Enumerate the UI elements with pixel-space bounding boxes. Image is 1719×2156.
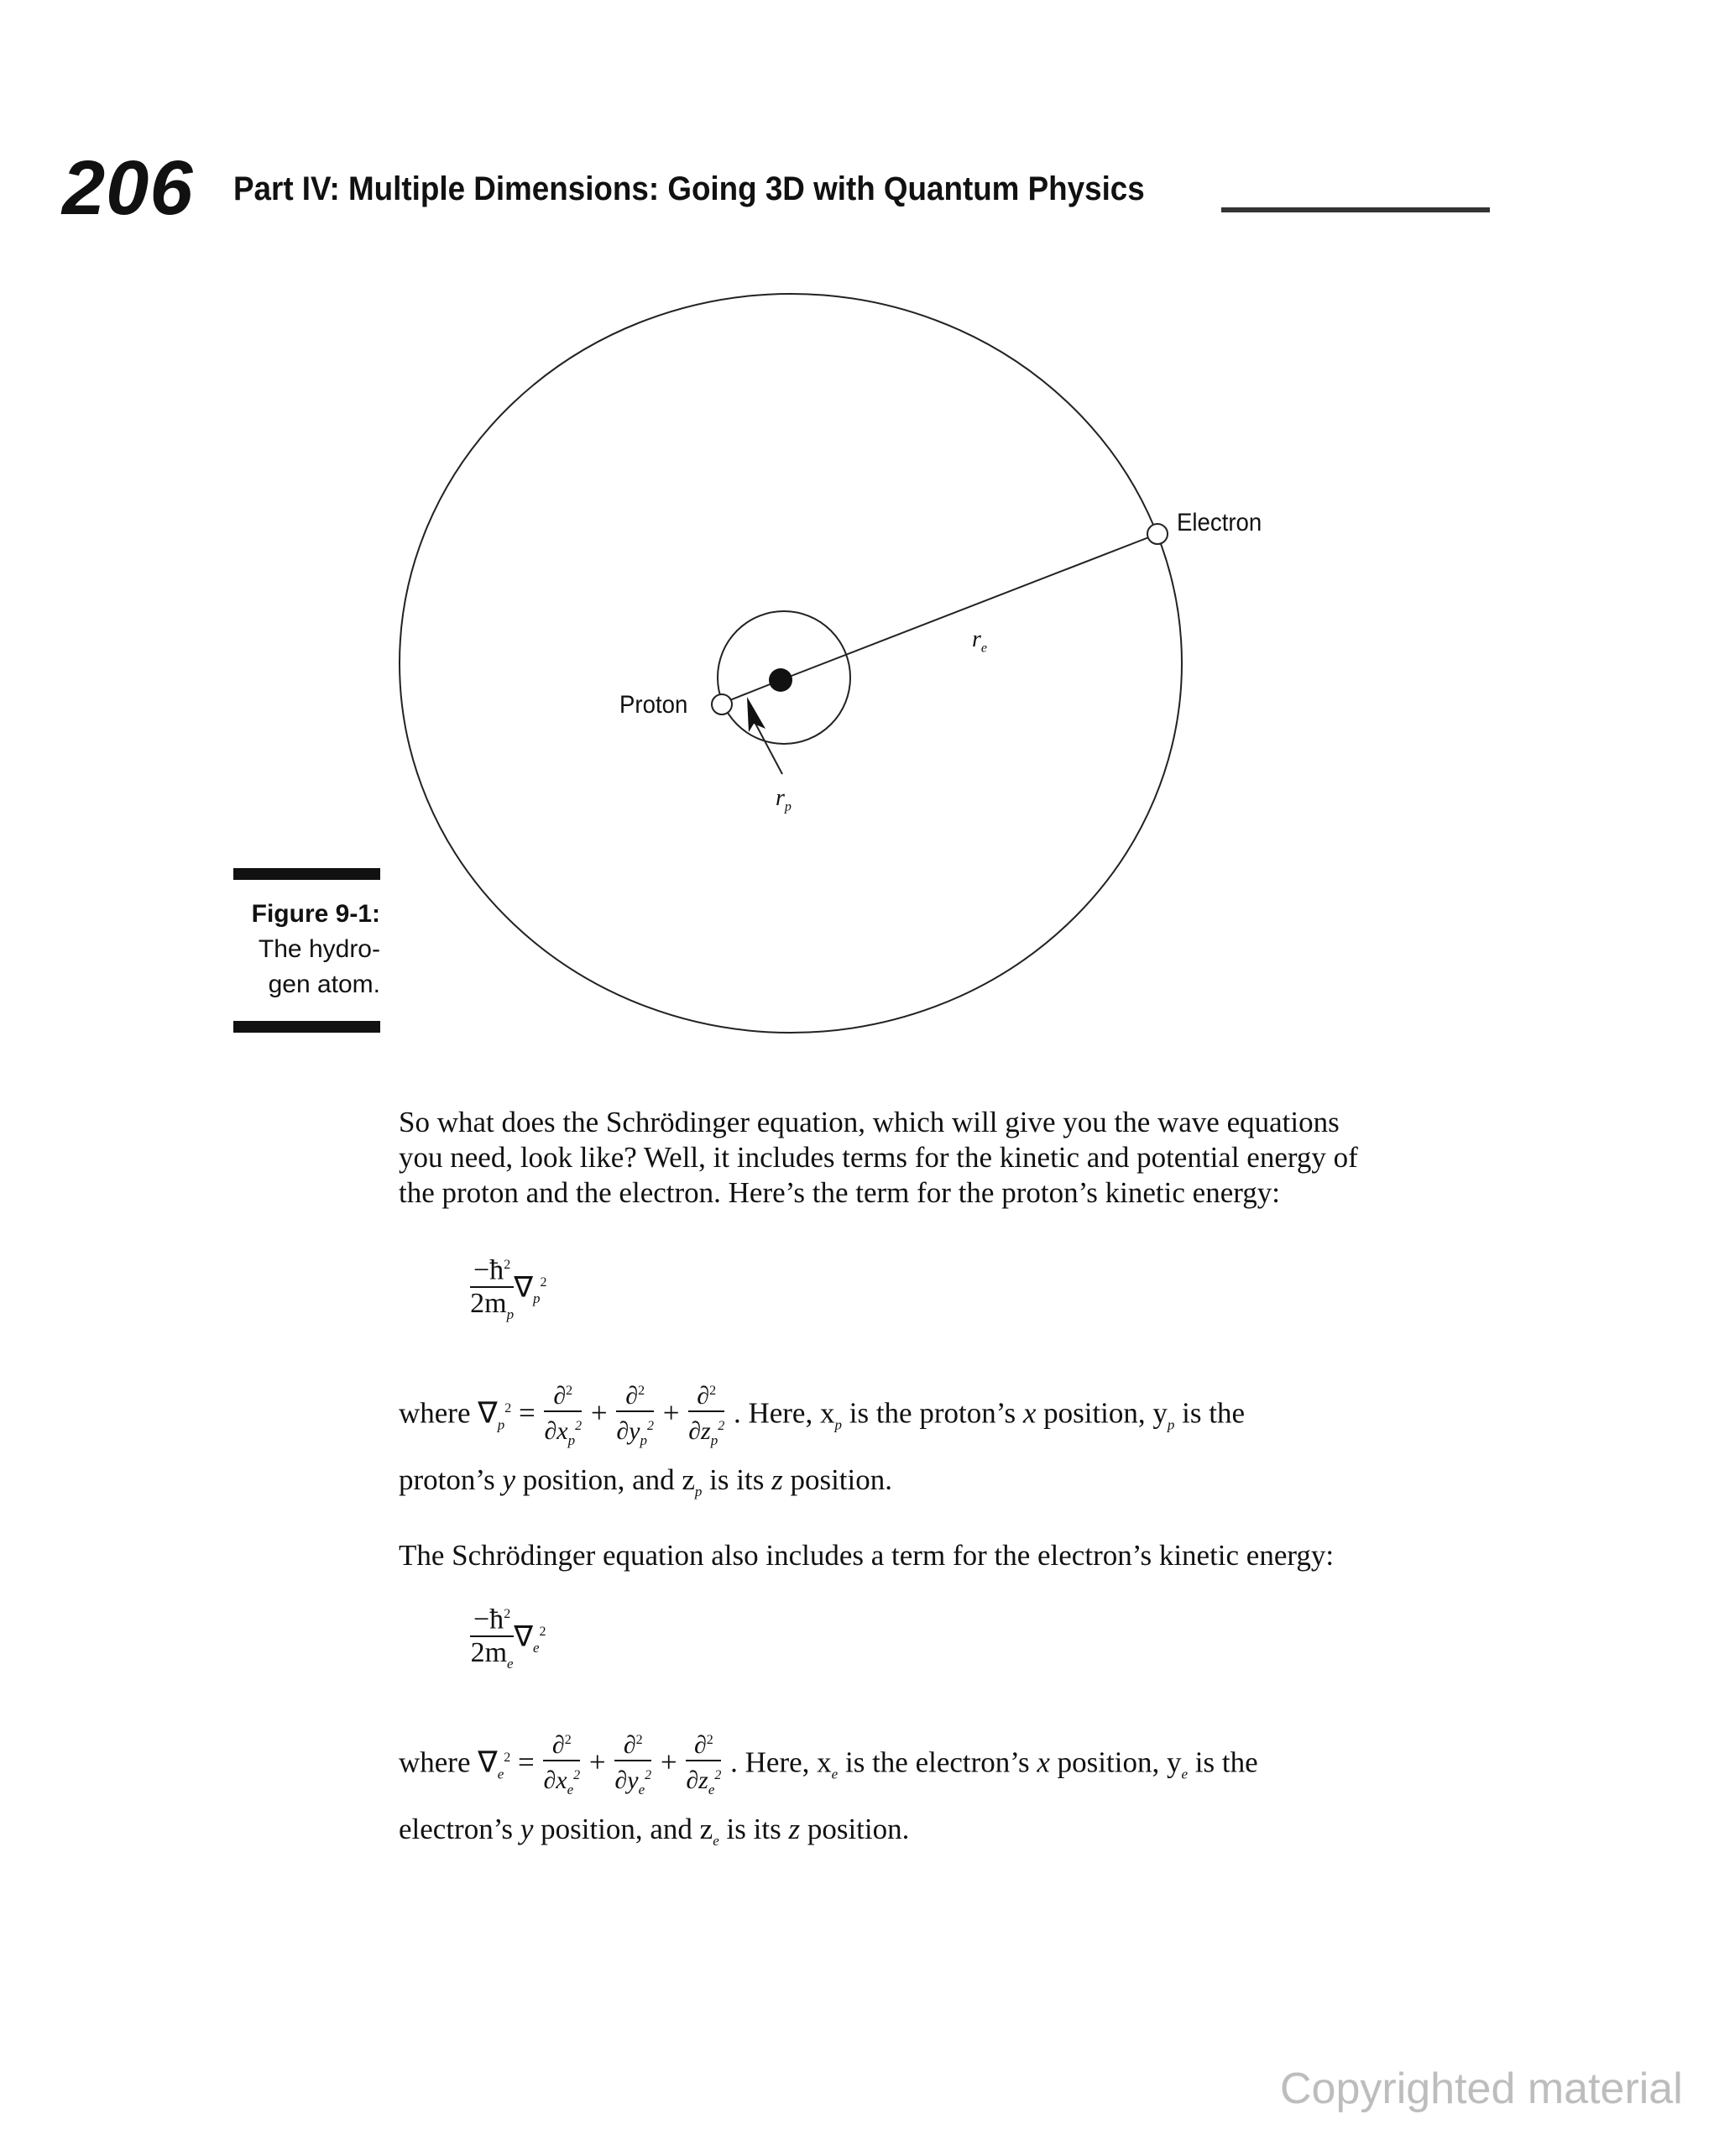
- dx-p-sub: p: [567, 1432, 576, 1448]
- nabla-p-sub: p: [497, 1416, 505, 1433]
- nabla-p: ∇: [478, 1396, 498, 1430]
- zp-sub: p: [694, 1484, 703, 1499]
- electron-orbit: [400, 294, 1182, 1033]
- position-and-ze: position, and z: [533, 1813, 713, 1845]
- dx-p: ∂x: [544, 1417, 568, 1445]
- proton-position-line: [399, 1463, 892, 1510]
- hbar-squared: 2: [504, 1258, 511, 1272]
- dz-p: ∂z: [688, 1417, 711, 1445]
- laplacian-symbol-e: ∇: [514, 1621, 533, 1653]
- y-var: y: [502, 1463, 516, 1496]
- dy-p-sq: 2: [646, 1419, 654, 1433]
- y-var-e: y: [520, 1813, 534, 1845]
- electron-laplacian-line: [399, 1726, 1258, 1804]
- paragraph-intro-line-3: the proton and the electron. Here’s the term for the proton’s kinetic energy:: [399, 1176, 1280, 1209]
- dy-e-sq: 2: [645, 1768, 652, 1782]
- is-its-e: is its: [718, 1813, 789, 1845]
- is-its: is its: [702, 1463, 772, 1496]
- electron-label: Electron: [1177, 509, 1262, 536]
- z-var: z: [771, 1463, 783, 1496]
- where-word: where: [399, 1396, 471, 1430]
- dz-e-sub: e: [708, 1782, 715, 1798]
- nabla-p-sq: 2: [504, 1400, 512, 1416]
- laplacian-subscript-e: e: [532, 1640, 540, 1656]
- partial-y-num-e: ∂: [623, 1731, 636, 1759]
- position-ye: position, y: [1049, 1745, 1182, 1779]
- caption-line-2: gen atom.: [268, 971, 380, 998]
- rp-symbol: r: [776, 785, 785, 811]
- partial-z-num-e: ∂: [693, 1731, 707, 1759]
- proton-kinetic-term: [470, 1249, 546, 1331]
- re-subscript: e: [980, 641, 988, 656]
- mass-subscript: p: [506, 1306, 515, 1323]
- hbar-squared-e: 2: [504, 1607, 511, 1621]
- plus-sign-2: +: [662, 1396, 680, 1430]
- is-protons: is the proton’s: [841, 1396, 1023, 1430]
- where-word-e: where: [399, 1745, 471, 1779]
- partial-y-num-sq-e: 2: [635, 1733, 643, 1747]
- electrons-word: electron’s: [399, 1813, 520, 1845]
- center-of-mass-dot: [769, 668, 792, 692]
- paragraph-electron: The Schrödinger equation also includes a term for the electron’s kinetic energy:: [399, 1539, 1335, 1572]
- x-var-e: x: [1037, 1745, 1050, 1779]
- caption-top-bar: [233, 868, 380, 880]
- dz-p-sq: 2: [718, 1419, 725, 1433]
- page-number: 206: [62, 145, 194, 231]
- plus-sign-1-e: +: [588, 1745, 606, 1779]
- proton-label: Proton: [619, 691, 688, 719]
- here-xp: . Here, x: [733, 1396, 835, 1430]
- dz-p-sub: p: [710, 1432, 718, 1448]
- yp-sub: p: [1167, 1416, 1175, 1433]
- mass-denominator-e: 2m: [470, 1637, 508, 1669]
- dy-p-sub: p: [640, 1432, 647, 1448]
- electron-kinetic-term: [470, 1599, 546, 1680]
- partial-z-num: ∂: [697, 1382, 710, 1410]
- laplacian-square: 2: [540, 1275, 547, 1290]
- rp-subscript: p: [784, 799, 792, 814]
- xe-sub: e: [831, 1766, 839, 1782]
- nabla-e-sub: e: [497, 1766, 504, 1782]
- position-word-e: position.: [800, 1813, 910, 1845]
- xp-sub: p: [834, 1416, 842, 1433]
- partial-x-num-sq-e: 2: [564, 1733, 572, 1747]
- partial-x-num-e: ∂: [551, 1731, 565, 1759]
- equals-sign-e: =: [517, 1745, 535, 1779]
- position-and-zp: position, and z: [515, 1463, 695, 1496]
- hbar-numerator: −ħ: [473, 1254, 504, 1286]
- mass-denominator: 2m: [470, 1288, 507, 1320]
- hbar-numerator-e: −ħ: [473, 1604, 504, 1635]
- partial-z-num-sq: 2: [709, 1384, 717, 1398]
- mass-subscript-e: e: [507, 1656, 514, 1672]
- rp-pointer-line: [754, 720, 782, 774]
- laplacian-subscript: p: [532, 1290, 541, 1307]
- partial-z-num-sq-e: 2: [706, 1733, 713, 1747]
- dx-e: ∂x: [543, 1766, 567, 1794]
- is-the: is the: [1174, 1396, 1246, 1430]
- laplacian-square-e: 2: [539, 1625, 546, 1640]
- equals-sign: =: [518, 1396, 536, 1430]
- protons-word: proton’s: [399, 1463, 503, 1496]
- dy-e: ∂y: [614, 1766, 639, 1794]
- x-var: x: [1022, 1396, 1037, 1430]
- caption-line-1: The hydro-: [258, 935, 380, 963]
- partial-x-num-sq: 2: [566, 1384, 573, 1398]
- electron-position-line: [399, 1812, 909, 1859]
- caption-title: Figure 9-1:: [251, 900, 380, 928]
- dy-e-sub: e: [638, 1782, 645, 1798]
- z-var-e: z: [788, 1813, 801, 1845]
- partial-y-num-sq: 2: [638, 1384, 645, 1398]
- here-xe: . Here, x: [730, 1745, 832, 1779]
- dz-e: ∂z: [686, 1766, 708, 1794]
- dx-e-sq: 2: [573, 1768, 581, 1782]
- nabla-e-sq: 2: [504, 1750, 511, 1765]
- rp-label: [776, 787, 792, 814]
- copyright-watermark: Copyrighted material: [1280, 2064, 1683, 2113]
- plus-sign-2-e: +: [660, 1745, 677, 1779]
- partial-y-num: ∂: [625, 1382, 639, 1410]
- dx-p-sq: 2: [575, 1419, 583, 1433]
- electron-marker: [1147, 524, 1168, 544]
- proton-marker: [712, 694, 732, 714]
- dy-p: ∂y: [616, 1417, 640, 1445]
- running-head: Part IV: Multiple Dimensions: Going 3D with Quantum Physics: [233, 170, 1145, 207]
- laplacian-symbol: ∇: [514, 1272, 533, 1304]
- nabla-e: ∇: [478, 1745, 498, 1779]
- re-symbol: r: [972, 626, 981, 652]
- partial-x-num: ∂: [553, 1382, 567, 1410]
- position-yp: position, y: [1036, 1396, 1168, 1430]
- proton-laplacian-line: [399, 1377, 1245, 1455]
- caption-bottom-bar: [233, 1021, 380, 1033]
- re-label: [972, 628, 987, 656]
- paragraph-intro: [399, 1105, 1490, 1211]
- paragraph-intro-line-2: you need, look like? Well, it includes terms for the kinetic and potential energy of: [399, 1141, 1358, 1174]
- is-electrons: is the electron’s: [838, 1745, 1037, 1779]
- ye-sub: e: [1181, 1766, 1189, 1782]
- dx-e-sub: e: [567, 1782, 574, 1798]
- electron-radius-line: [781, 534, 1157, 680]
- ze-sub: e: [713, 1833, 719, 1849]
- figure-caption: [233, 897, 380, 1002]
- plus-sign-1: +: [590, 1396, 608, 1430]
- position-word: position.: [782, 1463, 892, 1496]
- dz-e-sq: 2: [714, 1768, 722, 1782]
- is-the-e: is the: [1188, 1745, 1258, 1779]
- paragraph-intro-line-1: So what does the Schrödinger equation, which will give you the wave equations: [399, 1106, 1340, 1138]
